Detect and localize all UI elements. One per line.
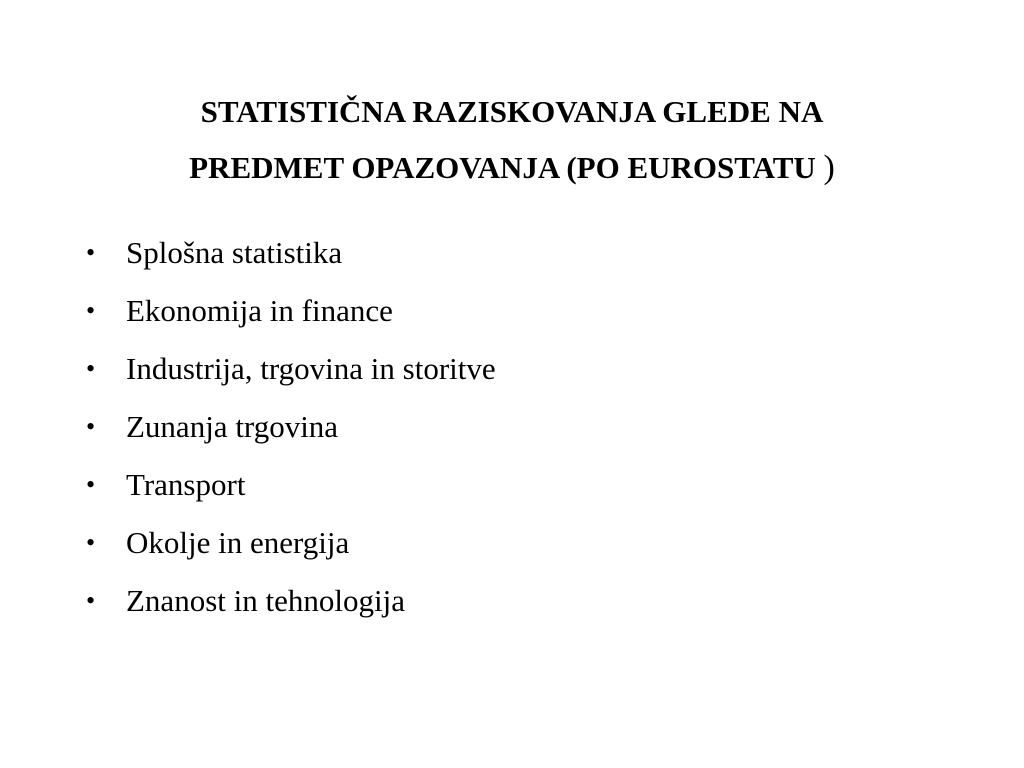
list-item-label: Zunanja trgovina xyxy=(126,409,339,444)
slide-title xyxy=(60,84,964,196)
list-item xyxy=(86,231,506,275)
list-item-label: Industrija, trgovina in storitve xyxy=(126,351,496,386)
list-item-label: Znanost in tehnologija xyxy=(126,583,405,618)
list-item xyxy=(86,289,506,333)
bullet-icon: • xyxy=(86,470,96,499)
list-item xyxy=(86,405,506,449)
list-item xyxy=(86,463,506,507)
list-item xyxy=(86,521,506,565)
bullet-icon: • xyxy=(86,296,96,325)
list-item-label: Splošna statistika xyxy=(126,235,343,270)
list-item-label: Transport xyxy=(126,467,246,502)
bullet-icon: • xyxy=(86,238,96,267)
bullet-icon: • xyxy=(86,354,96,383)
title-line-2 xyxy=(60,140,964,196)
bullet-icon: • xyxy=(86,528,96,557)
bullet-list xyxy=(86,231,506,637)
list-item xyxy=(86,579,506,623)
title-line-1: STATISTIČNA RAZISKOVANJA GLEDE NA xyxy=(200,94,824,129)
list-item-label: Ekonomija in finance xyxy=(126,293,393,328)
title-line-2-text: PREDMET OPAZOVANJA (PO EUROSTATU xyxy=(189,150,816,185)
list-item xyxy=(86,347,506,391)
list-item-label: Okolje in energija xyxy=(126,525,350,560)
bullet-icon: • xyxy=(86,586,96,615)
bullet-icon: • xyxy=(86,412,96,441)
title-closing-paren: ) xyxy=(823,149,835,186)
